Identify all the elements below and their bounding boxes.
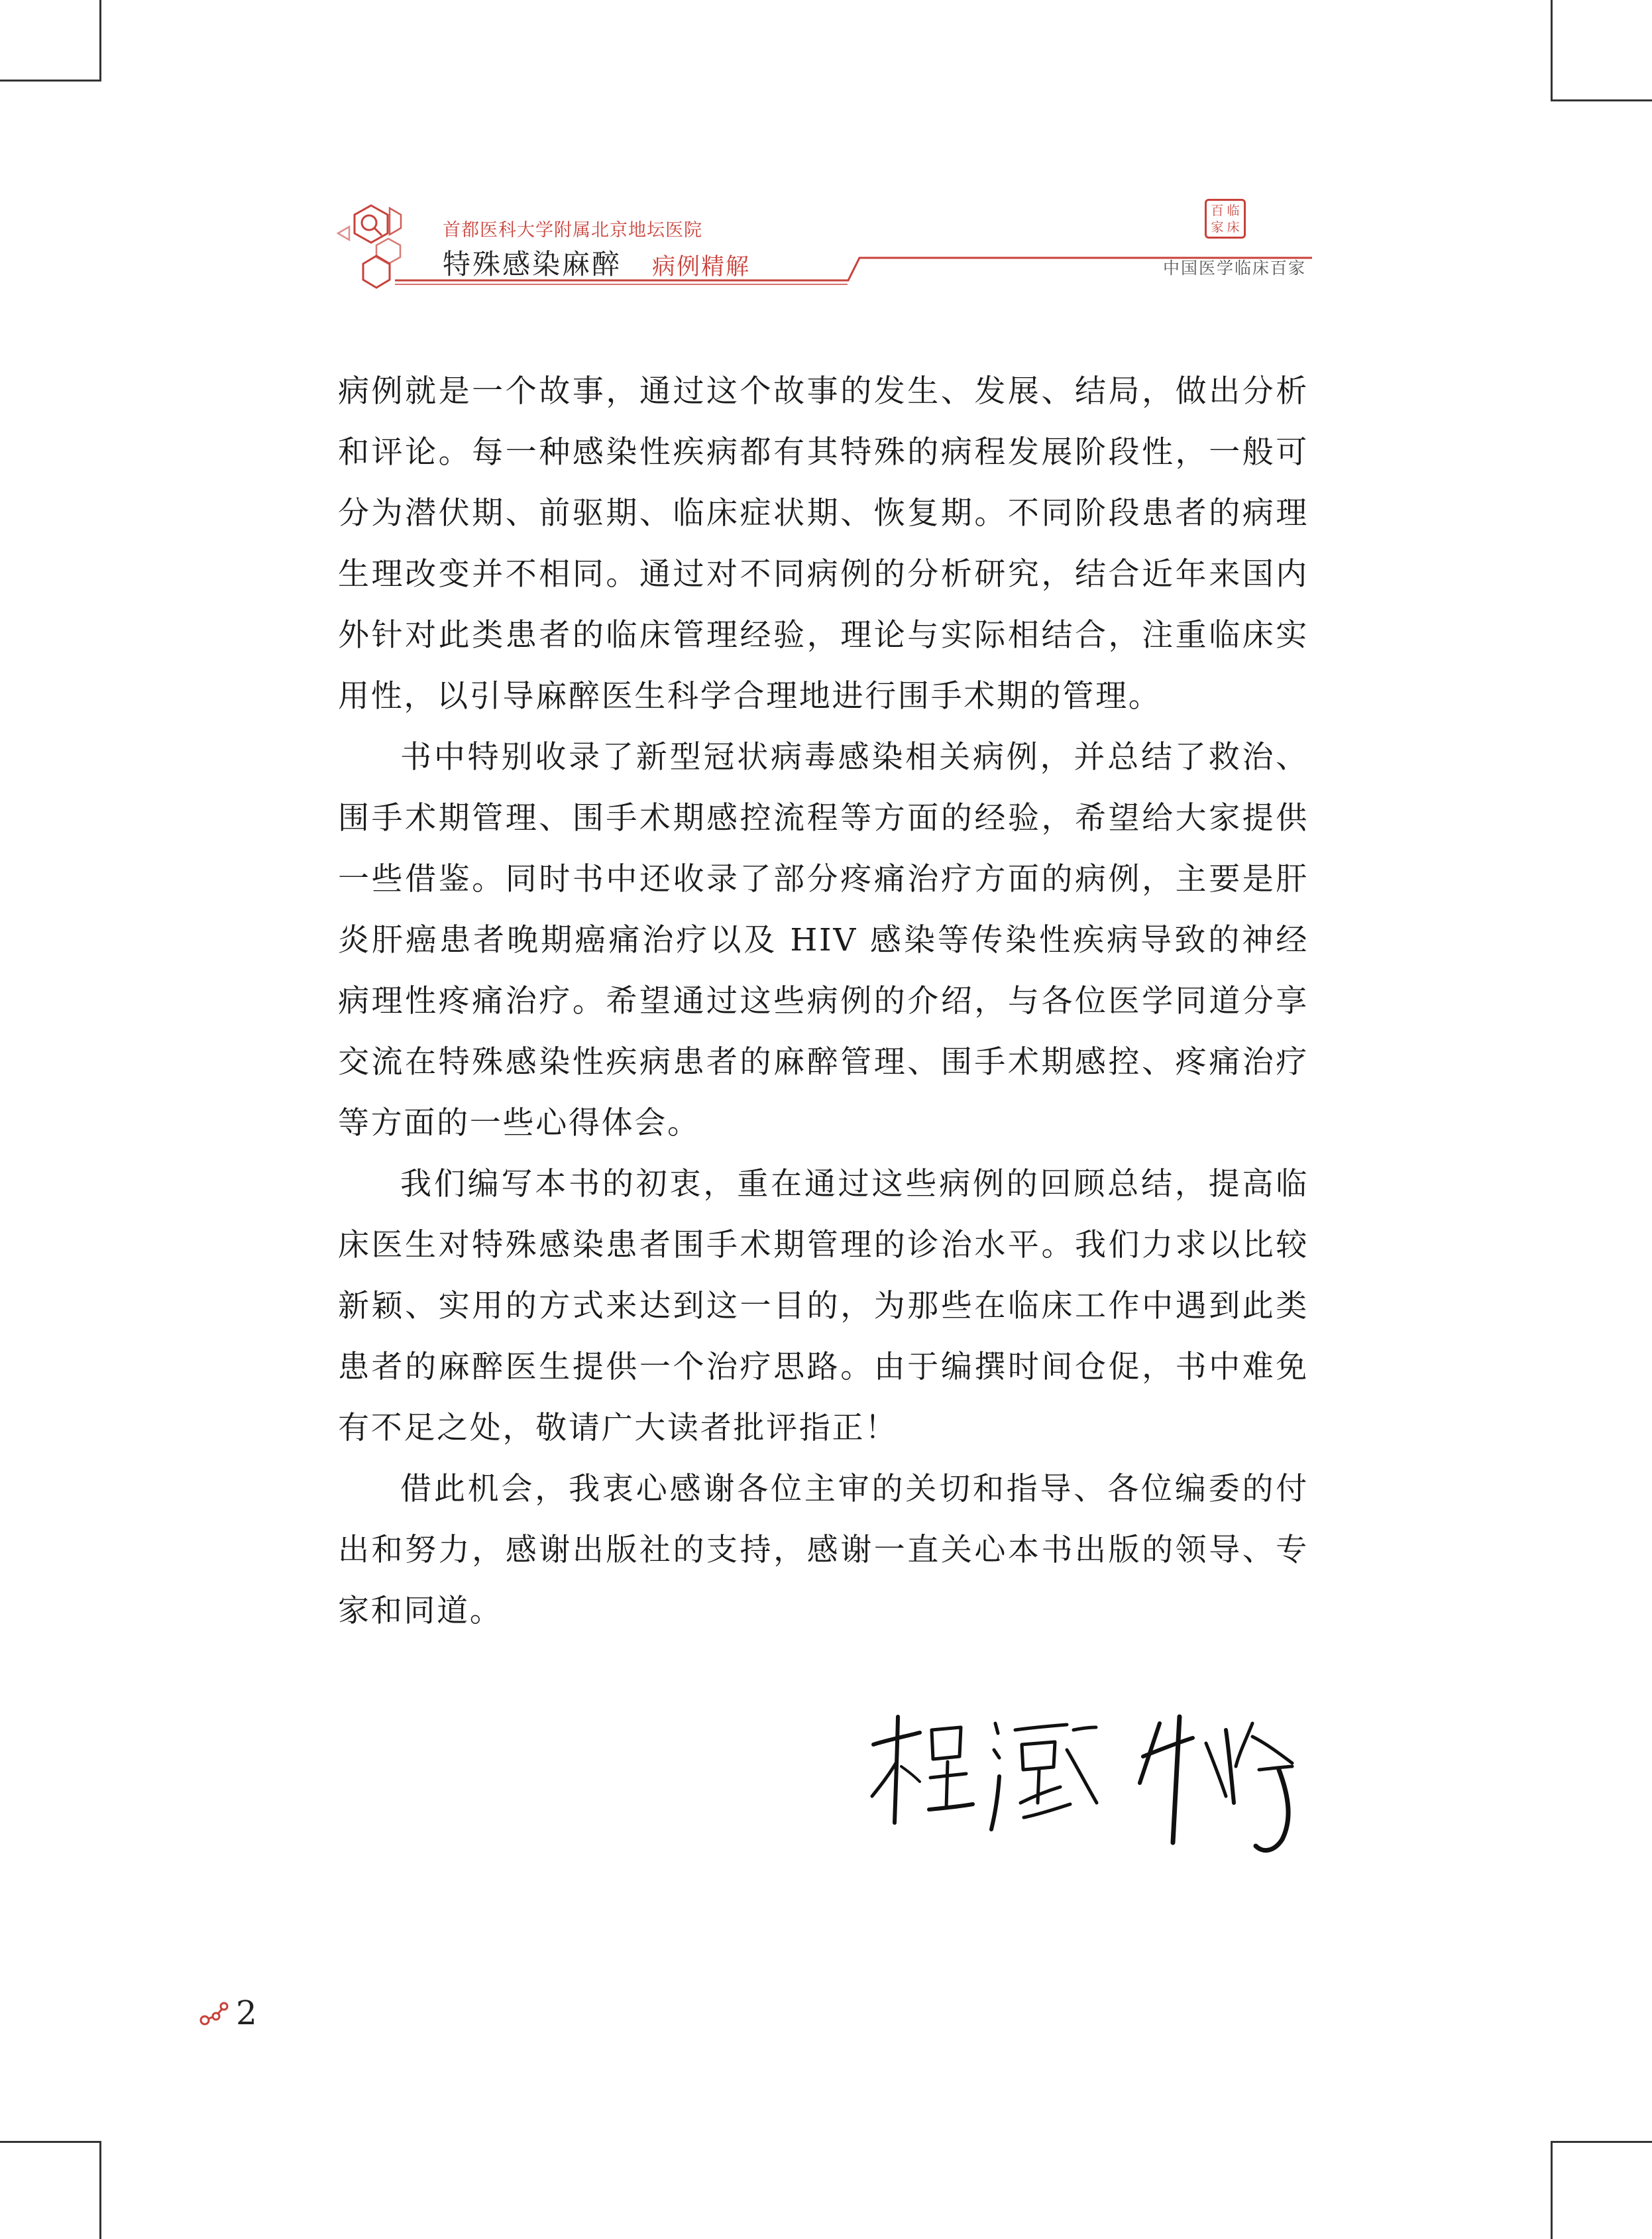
seal-char: 临 (1227, 203, 1240, 218)
header-rule (0, 0, 1652, 331)
paragraph-1: 病例就是一个故事，通过这个故事的发生、发展、结局，做出分析和评论。每一种感染性疾病都有其特殊的病程发展阶段性，一般可分为潜伏期、前驱期、临床症状期、恢复期。不同阶段患者的病理生理改变并不相同。通过对不同病例的分析研究，结合近年来国内外针对此类患者的临床管理经验，理论与实际相结合，注重临床实用性，以引导麻醉医生科学合理地进行围手术期的管理。 (338, 373, 1309, 715)
crop-mark-bottom-left-h (0, 2141, 101, 2143)
series-seal-icon (1205, 199, 1246, 239)
body-text (338, 361, 1309, 1642)
crop-mark-bottom-left-v (99, 2141, 101, 2239)
seal-char: 床 (1227, 219, 1240, 235)
crop-mark-bottom-right-h (1551, 2141, 1652, 2143)
seal-char: 百 (1211, 203, 1224, 218)
handwritten-signature (868, 1703, 1319, 1863)
page-number: 2 (236, 1994, 257, 2032)
paragraph-3: 我们编写本书的初衷，重在通过这些病例的回顾总结，提高临床医生对特殊感染患者围手术期管理的诊治水平。我们力求以比较新颖、实用的方式来达到这一目的，为那些在临床工作中遇到此类患者的麻醉医生提供一个治疗思路。由于编撰时间仓促，书中难免有不足之处，敬请广大读者批评指正！ (338, 1166, 1309, 1446)
header-book-tag: 病例精解 (652, 254, 751, 280)
paragraph-2: 书中特别收录了新型冠状病毒感染相关病例，并总结了救治、围手术期管理、围手术期感控流程等方面的经验，希望给大家提供一些借鉴。同时书中还收录了部分疼痛治疗方面的病例，主要是肝炎肝癌患者晚期癌痛治疗以及 HIV 感染等传染性疾病导致的神经病理性疼痛治疗。希望通过这些病例的介绍，与各位医学同道分享交流在特殊感染性疾病患者的麻醉管理、围手术期感控、疼痛治疗等方面的一些心得体会。 (338, 739, 1309, 1141)
page-ornament-icon (199, 2000, 229, 2028)
crop-mark-bottom-right-v (1551, 2141, 1553, 2239)
paragraph-4: 借此机会，我衷心感谢各位主审的关切和指导、各位编委的付出和努力，感谢出版社的支持，感谢一直关心本书出版的领导、专家和同道。 (338, 1471, 1309, 1629)
header-book-title: 特殊感染麻醉 (443, 248, 622, 280)
seal-char: 家 (1211, 219, 1224, 235)
header-series-name: 中国医学临床百家 (1163, 258, 1307, 278)
hexagon-logo-icon (331, 199, 411, 305)
header-institution: 首都医科大学附属北京地坛医院 (443, 220, 702, 241)
